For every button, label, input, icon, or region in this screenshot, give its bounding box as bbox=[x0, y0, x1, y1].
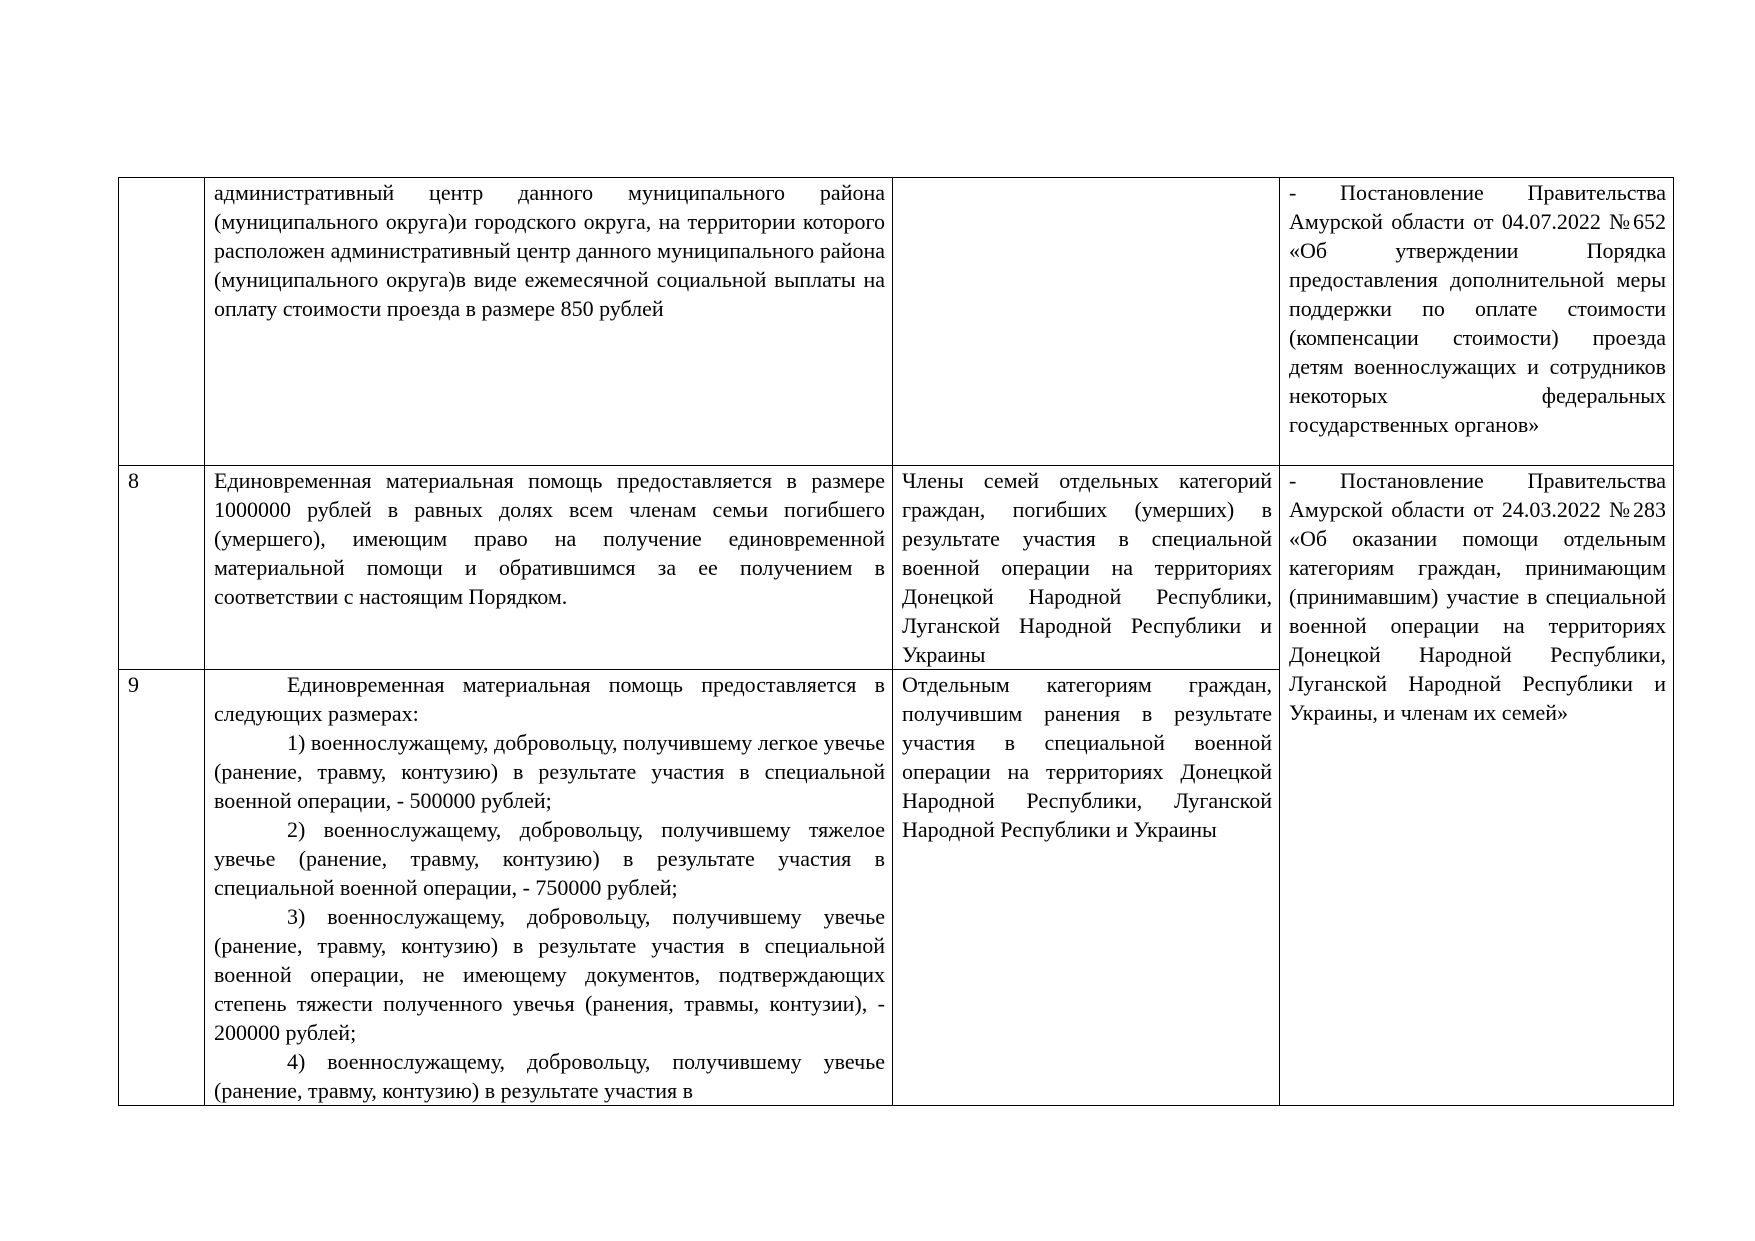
recipients-cell bbox=[893, 178, 1280, 466]
row-number-cell: 8 bbox=[119, 466, 205, 670]
row-number-cell bbox=[119, 178, 205, 466]
description-text: Единовременная материальная помощь предоставляется в размере 1000000 рублей в равных долях всем членам семьи погибшего (умершего), имеющим право на получение единовременной материальной помощи и обратившимся за ее получением в соответствии с настоящим Порядком. bbox=[214, 468, 885, 609]
table-row bbox=[119, 178, 1674, 466]
description-item: 2) военнослужащему, добровольцу, получившему тяжелое увечье (ранение, травму, контузию) в результате участия в специальной военной операции, - 750000 рублей; bbox=[214, 817, 885, 900]
document-table bbox=[118, 177, 1674, 1106]
recipients-text: Члены семей отдельных категорий граждан, погибших (умерших) в результате участия в специальной военной операции на территориях Донецкой Народной Республики, Луганской Народной Республики и Украины bbox=[902, 468, 1272, 667]
description-item: 1) военнослужащему, добровольцу, получившему легкое увечье (ранение, травму, контузию) в результате участия в специальной военной операции, - 500000 рублей; bbox=[214, 730, 885, 813]
description-text: административный центр данного муниципального района (муниципального округа)и городского округа, на территории которого расположен административный центр данного муниципального района (муниципального округа)в виде ежемесячной социальной выплаты на оплату стоимости проезда в размере 850 рублей bbox=[214, 180, 885, 321]
description-item: 4) военнослужащему, добровольцу, получившему увечье (ранение, травму, контузию) в результате участия в bbox=[214, 1049, 885, 1103]
recipients-text: Отдельным категориям граждан, получившим ранения в результате участия в специальной военной операции на территориях Донецкой Народной Республики, Луганской Народной Республики и Украины bbox=[902, 672, 1272, 842]
table-row bbox=[119, 466, 1674, 670]
description-cell bbox=[205, 466, 893, 670]
description-cell bbox=[205, 670, 893, 1106]
legal-basis-cell bbox=[1280, 466, 1674, 1106]
description-item: 3) военнослужащему, добровольцу, получившему увечье (ранение, травму, контузию) в результате участия в специальной военной операции, не имеющему документов, подтверждающих степень тяжести полученного увечья (ранения, травмы, контузии), - 200000 рублей; bbox=[214, 904, 885, 1045]
recipients-cell bbox=[893, 670, 1280, 1106]
recipients-cell bbox=[893, 466, 1280, 670]
row-number-cell: 9 bbox=[119, 670, 205, 1106]
legal-basis-text: - Постановление Правительства Амурской области от 24.03.2022 №283 «Об оказании помощи отдельным категориям граждан, принимающим (принимавшим) участие в специальной военной операции на территориях Донецкой Народной Республики, Луганской Народной Республики и Украины, и членам их семей» bbox=[1289, 468, 1666, 725]
description-intro: Единовременная материальная помощь предоставляется в следующих размерах: bbox=[214, 672, 885, 726]
legal-basis-text: - Постановление Правительства Амурской области от 04.07.2022 №652 «Об утверждении Порядка предоставления дополнительной меры поддержки по оплате стоимости (компенсации стоимости) проезда детям военнослужащих и сотрудников некоторых федеральных государственных органов» bbox=[1289, 180, 1666, 437]
description-cell bbox=[205, 178, 893, 466]
legal-basis-cell bbox=[1280, 178, 1674, 466]
